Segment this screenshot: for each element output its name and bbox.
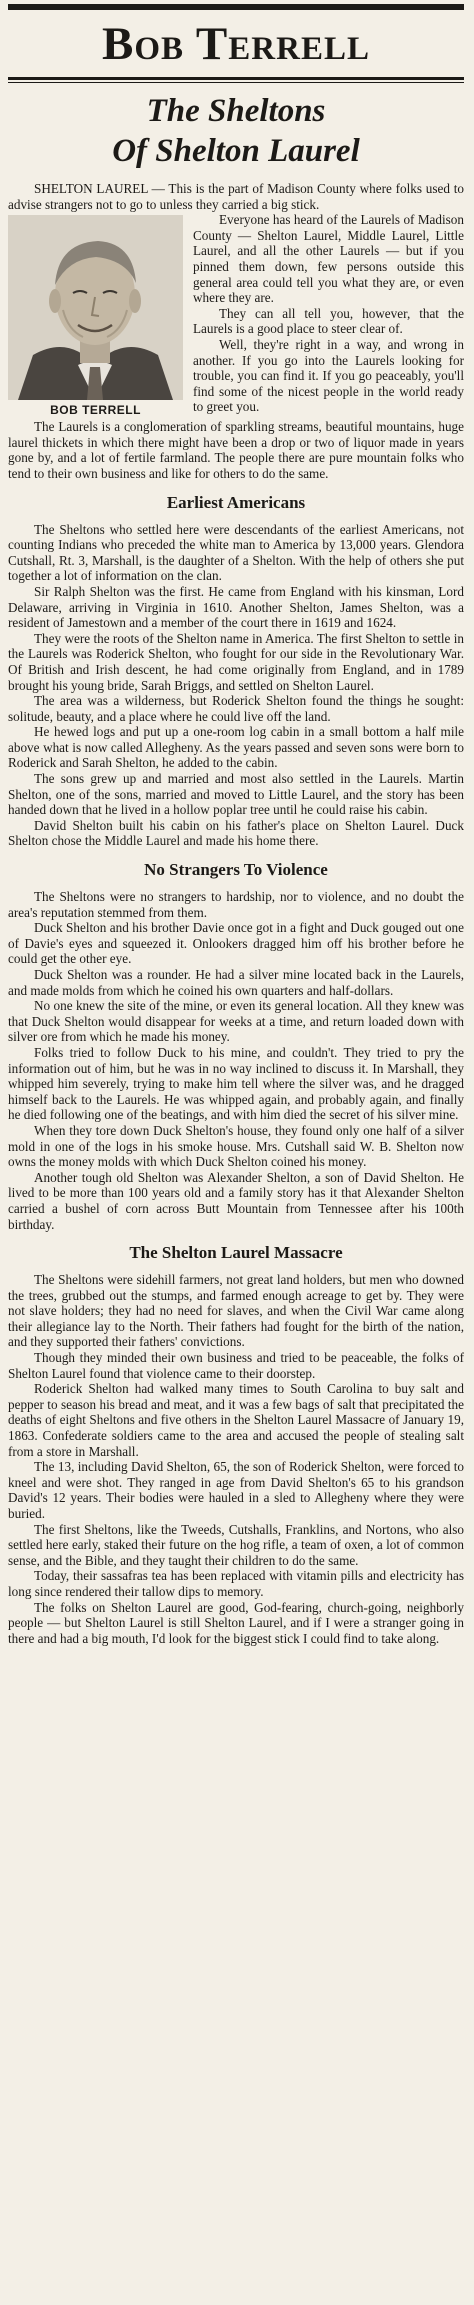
section-paragraph: The 13, including David Shelton, 65, the son of Roderick Shelton, were forced to kneel and were shot. They ranged in age from David Shelton's 65 to his grandson David's 12 years. Their bodies were hauled in a sled to Allegheny where they were buried. xyxy=(8,1459,464,1521)
column-masthead: Bob Terrell xyxy=(102,18,370,70)
headline-line-1: The Sheltons xyxy=(146,93,326,129)
section-paragraph: No one knew the site of the mine, or even its general location. All they knew was that Duck Shelton would disappear for weeks at a time, and return loaded down with silver ore from which he made his money. xyxy=(8,998,464,1045)
headline-line-2: Of Shelton Laurel xyxy=(112,133,360,169)
section-paragraph: The first Sheltons, like the Tweeds, Cutshalls, Franklins, and Nortons, who also settled here early, staked their future on the hog rifle, a team of oxen, a lot of common sense, and the Bible, and they taught their children to do the same. xyxy=(8,1521,464,1568)
top-rule xyxy=(8,4,464,10)
section-paragraph: David Shelton built his cabin on his father's place on Shelton Laurel. Duck Shelton chose the Middle Laurel and made his home there. xyxy=(8,817,464,849)
beside-photo-paragraph: They can all tell you, however, that the Laurels is a good place to steer clear of. xyxy=(193,305,464,337)
masthead-rule-thin xyxy=(8,82,464,83)
section-paragraph: Though they minded their own business and tried to be peaceable, the folks of Shelton Laurel found that violence came to their doorstep. xyxy=(8,1350,464,1381)
section-paragraph: Duck Shelton and his brother Davie once got in a fight and Duck gouged out one of Davie's eyes and squeezed it. Onlookers dragged him off his brother before he could get the other eye. xyxy=(8,920,464,967)
section-heading: No Strangers To Violence xyxy=(144,860,328,880)
section-heading: The Shelton Laurel Massacre xyxy=(129,1243,343,1263)
section-paragraph: The area was a wilderness, but Roderick Shelton found the things he sought: solitude, beauty, and a place where he could live off the land. xyxy=(8,693,464,724)
section-paragraph: Folks tried to follow Duck to his mine, and couldn't. They tried to pry the information out of him, but he was in no way inclined to discuss it. In Marshall, they whipped him severely, trying to make him tell where the silver was, and he dragged himself back to the Laurels. He was whipped again, and probably again, and finally he died following one of the beatings, and with him died the secret of his silver mine. xyxy=(8,1044,464,1123)
section-paragraph: The Sheltons were sidehill farmers, not great land holders, but men who downed the trees, grubbed out the stumps, and farmed enough acreage to get by. They were not slave holders; they had no need for slaves, and when the Civil War came along their allegiance lay to the North. Their fathers had fought for the birth of the nation, and they supported their fathers' convictions. xyxy=(8,1272,464,1350)
section-paragraph: He hewed logs and put up a one-room log cabin in a small bottom a half mile above what is now called Allegheny. As the years passed and seven sons were born to Roderick and Sarah Shelton, he added to the cabin. xyxy=(8,724,464,771)
section-paragraph: When they tore down Duck Shelton's house, they found only one half of a silver mold in one of the logs in his smoke house. Mrs. Cutshall said W. B. Shelton now owns the money molds with which Duck Shelton coined his money. xyxy=(8,1122,464,1170)
section-paragraph: Another tough old Shelton was Alexander Shelton, a son of David Shelton. He lived to be more than 100 years old and a family story has it that Alexander Shelton carried a bushel of corn across Butt Mountain from Tennessee after his 100th birthday. xyxy=(8,1169,464,1232)
beside-photo-paragraph: Well, they're right in a way, and wrong in another. If you go into the Laurels looking for trouble, you can find it. If you go peaceably, you'll find some of the nicest people in the world ready to greet you. xyxy=(193,336,464,415)
section-paragraph: Roderick Shelton had walked many times to South Carolina to buy salt and pepper to season his bread and meat, and it was a few bags of salt that precipitated the deaths of eight Sheltons and five others in the Shelton Laurel Massacre of January 19, 1863. Confederate soldiers came to the area and accused the people of stealing salt from a store in Marshall. xyxy=(8,1381,464,1459)
lead-paragraph: SHELTON LAUREL — This is the part of Madison County where folks used to advise strangers not to go to unless they carried a big stick. xyxy=(8,181,464,212)
columnist-photo-block xyxy=(8,215,183,417)
article-headline xyxy=(8,91,464,171)
section-paragraph: The Sheltons were no strangers to hardship, nor to violence, and no doubt the area's reputation stemmed from them. xyxy=(8,889,464,920)
masthead-rule xyxy=(8,77,464,80)
article-body xyxy=(8,181,464,1646)
section-paragraph: Duck Shelton was a rounder. He had a silver mine located back in the Laurels, and made molds from which he coined his own quarters and half-dollars. xyxy=(8,967,464,998)
section-paragraph: The Sheltons who settled here were descendants of the earliest Americans, not counting Indians who preceded the white man to America by 13,000 years. Glendora Cutshall, Rt. 3, Marshall, is the daughter of a Shelton. With the help of others she put together a lot of information on the clan. xyxy=(8,521,464,584)
beside-photo-paragraph: Everyone has heard of the Laurels of Madison County — Shelton Laurel, Middle Laurel, Little Laurel, and all the other Laurels — but if you pinned them down, few persons outside this general area could tell you what they are, or even where they are. xyxy=(193,212,464,306)
section-paragraph: The sons grew up and married and most also settled in the Laurels. Martin Shelton, one of the sons, married and moved to Little Laurel, and the story has been handed down that he lived in a hollow poplar tree until he could raise his cabin. xyxy=(8,771,464,818)
columnist-portrait-icon xyxy=(8,215,183,400)
intro-paragraph: The Laurels is a conglomeration of sparkling streams, beautiful mountains, huge laurel thickets in which there might have been a drop or two of liquor made in years gone by, and a lot of fertile farmland. The people there are pure mountain folks who tend to their own business and like for others to do the same. xyxy=(8,419,464,481)
section-heading: Earliest Americans xyxy=(166,492,306,512)
photo-caption: BOB TERRELL xyxy=(50,403,141,418)
section-paragraph: Sir Ralph Shelton was the first. He came from England with his kinsman, Lord Delaware, arriving in Virginia in 1610. Another Shelton, James Shelton, was a resident of Jamestown and a member of the court there in 1619 and 1624. xyxy=(8,583,464,631)
section-paragraph: Today, their sassafras tea has been replaced with vitamin pills and electricity has long since rendered their tallow dips to memory. xyxy=(8,1568,464,1599)
section-paragraph: They were the roots of the Shelton name in America. The first Shelton to settle in the Laurels was Roderick Shelton, who fought for our side in the Revolutionary War. Of British and Irish descent, he had come originally from England, and in 1789 brought his young bride, Sarah Briggs, and settled on Shelton Laurel. xyxy=(8,630,464,693)
section-paragraph: The folks on Shelton Laurel are good, God-fearing, church-going, neighborly people — but Shelton Laurel is still Shelton Laurel, and if I were a stranger going in there and had a big mouth, I'd look for the biggest stick I could find to take along. xyxy=(8,1599,464,1646)
